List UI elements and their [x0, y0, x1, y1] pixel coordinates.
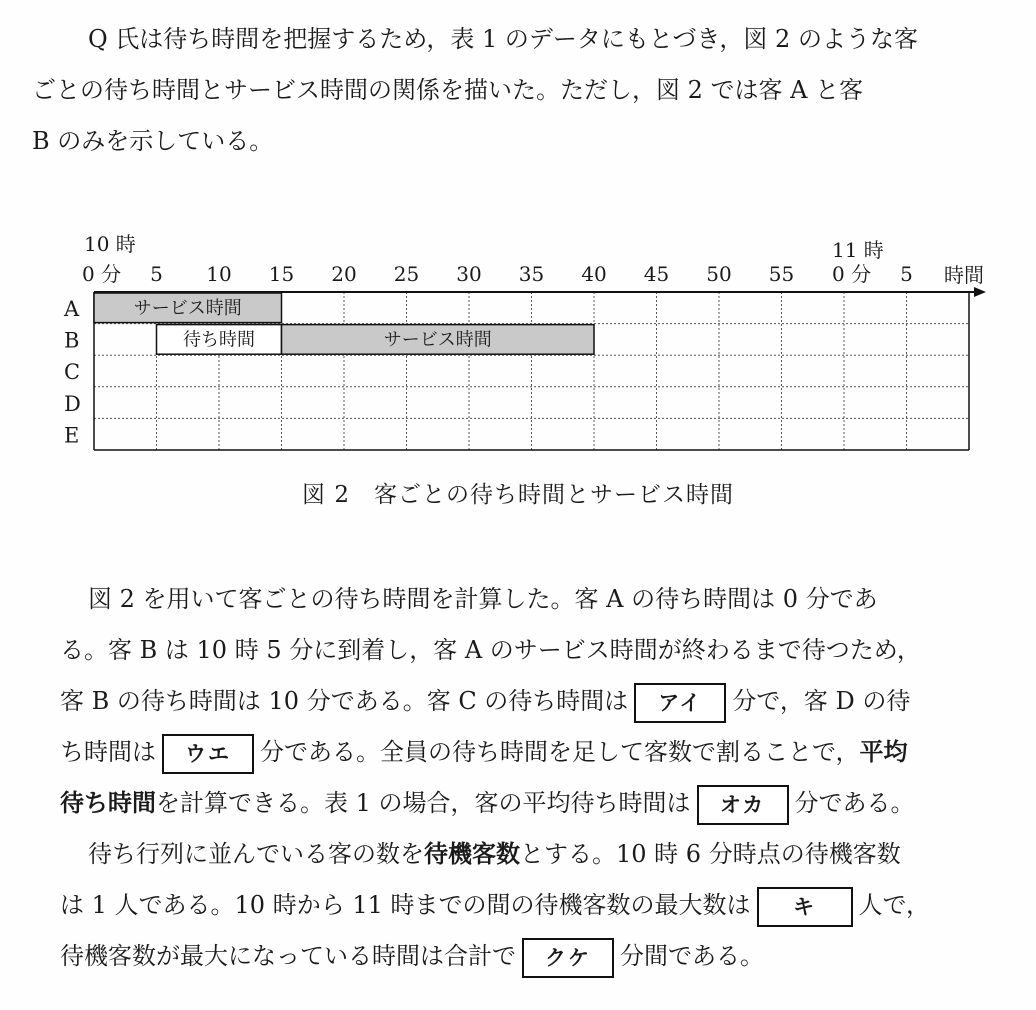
row-label: C — [64, 360, 81, 385]
problem-line-6 — [60, 829, 1000, 880]
intro-line-3: B のみを示している。 — [32, 127, 274, 155]
x-tick-label: 0 分 — [82, 262, 122, 286]
row-label: D — [64, 391, 81, 416]
answer-box-ai[interactable]: アイ — [634, 683, 726, 723]
bar-label-service-b: サービス時間 — [383, 329, 492, 351]
problem-line-7-text-a: は 1 人である。10 時から 11 時までの間の待機客数の最大数は — [60, 891, 751, 919]
time-axis-arrow-icon — [974, 287, 986, 297]
problem-line-8-text-b: 分間である。 — [620, 942, 764, 970]
problem-line-4 — [60, 727, 1000, 778]
x-tick-labels — [82, 262, 913, 286]
problem-line-5-text-a: を計算できる。表 1 の場合，客の平均待ち時間は — [156, 789, 691, 817]
x-tick-label: 15 — [268, 262, 295, 286]
x-tick-label: 40 — [581, 262, 607, 286]
problem-text — [60, 574, 1000, 982]
answer-box-ki[interactable]: キ — [757, 887, 853, 927]
problem-line-8-text-a: 待機客数が最大になっている時間は合計で — [60, 942, 516, 970]
x-tick-label: 5 — [150, 262, 163, 286]
problem-line-8 — [60, 931, 1000, 982]
hour-label-11: 11 時 — [832, 238, 884, 262]
row-label: A — [64, 297, 80, 321]
intro-line-1: Q 氏は待ち時間を把握するため，表 1 のデータにもとづき，図 2 のような客 — [88, 25, 918, 53]
problem-line-2: る。客 B は 10 時 5 分に到着し，客 A のサービス時間が終わるまで待つため， — [60, 636, 921, 664]
x-tick-label: 30 — [456, 262, 482, 286]
problem-line-3-text-b: 分で，客 D の待 — [732, 687, 911, 715]
hour-label-10: 10 時 — [84, 232, 136, 256]
row-labels — [63, 297, 81, 447]
problem-line-5 — [60, 778, 1000, 829]
problem-line-7 — [60, 880, 1000, 931]
problem-line-7-text-b: 人で， — [858, 891, 931, 919]
x-tick-label: 50 — [706, 262, 732, 286]
problem-line-6-text-b: とする。10 時 6 分時点の待機客数 — [520, 840, 901, 868]
problem-line-4-text-a: ち時間は — [60, 738, 156, 766]
x-tick-label: 25 — [393, 262, 420, 286]
x-tick-label: 5 — [900, 262, 913, 286]
x-tick-label: 0 分 — [832, 262, 872, 286]
bar-label-wait-b: 待ち時間 — [183, 329, 255, 351]
term-taiki-kyakusu: 待機客数 — [424, 840, 520, 868]
intro-line-2: ごとの待ち時間とサービス時間の関係を描いた。ただし，図 2 では客 A と客 — [32, 76, 864, 104]
figure-caption: 図 2 客ごとの待ち時間とサービス時間 — [302, 482, 734, 508]
row-label: E — [64, 423, 80, 448]
x-tick-label: 55 — [768, 262, 795, 286]
problem-line-5-text-b: 分である。 — [794, 789, 915, 817]
x-tick-label: 35 — [518, 262, 545, 286]
problem-line-3 — [60, 676, 1000, 727]
problem-line-3-text-a: 客 B の待ち時間は 10 分である。客 C の待ち時間は — [60, 687, 629, 715]
answer-box-ue[interactable]: ウエ — [162, 734, 254, 774]
x-tick-label: 10 — [206, 262, 232, 286]
row-label: B — [64, 328, 80, 353]
problem-line-4-text-b: 分である。全員の待ち時間を足して客数で割ることで， — [260, 738, 860, 766]
problem-line-1: 図 2 を用いて客ごとの待ち時間を計算した。客 A の待ち時間は 0 分であ — [88, 585, 878, 613]
intro-paragraph — [32, 14, 1000, 167]
figure-2-gantt-chart — [56, 230, 996, 462]
x-tick-label: 20 — [331, 262, 357, 286]
x-tick-label: 45 — [643, 262, 670, 286]
bar-label-service-a: サービス時間 — [133, 298, 242, 319]
term-heikin: 平均 — [859, 738, 908, 766]
answer-box-kuke[interactable]: クケ — [522, 938, 614, 978]
term-machi-jikan: 待ち時間 — [60, 789, 156, 817]
problem-line-6-text-a: 待ち行列に並んでいる客の数を — [88, 840, 424, 868]
axis-unit-label: 時間 — [944, 263, 984, 287]
answer-box-oka[interactable]: オカ — [697, 785, 789, 825]
